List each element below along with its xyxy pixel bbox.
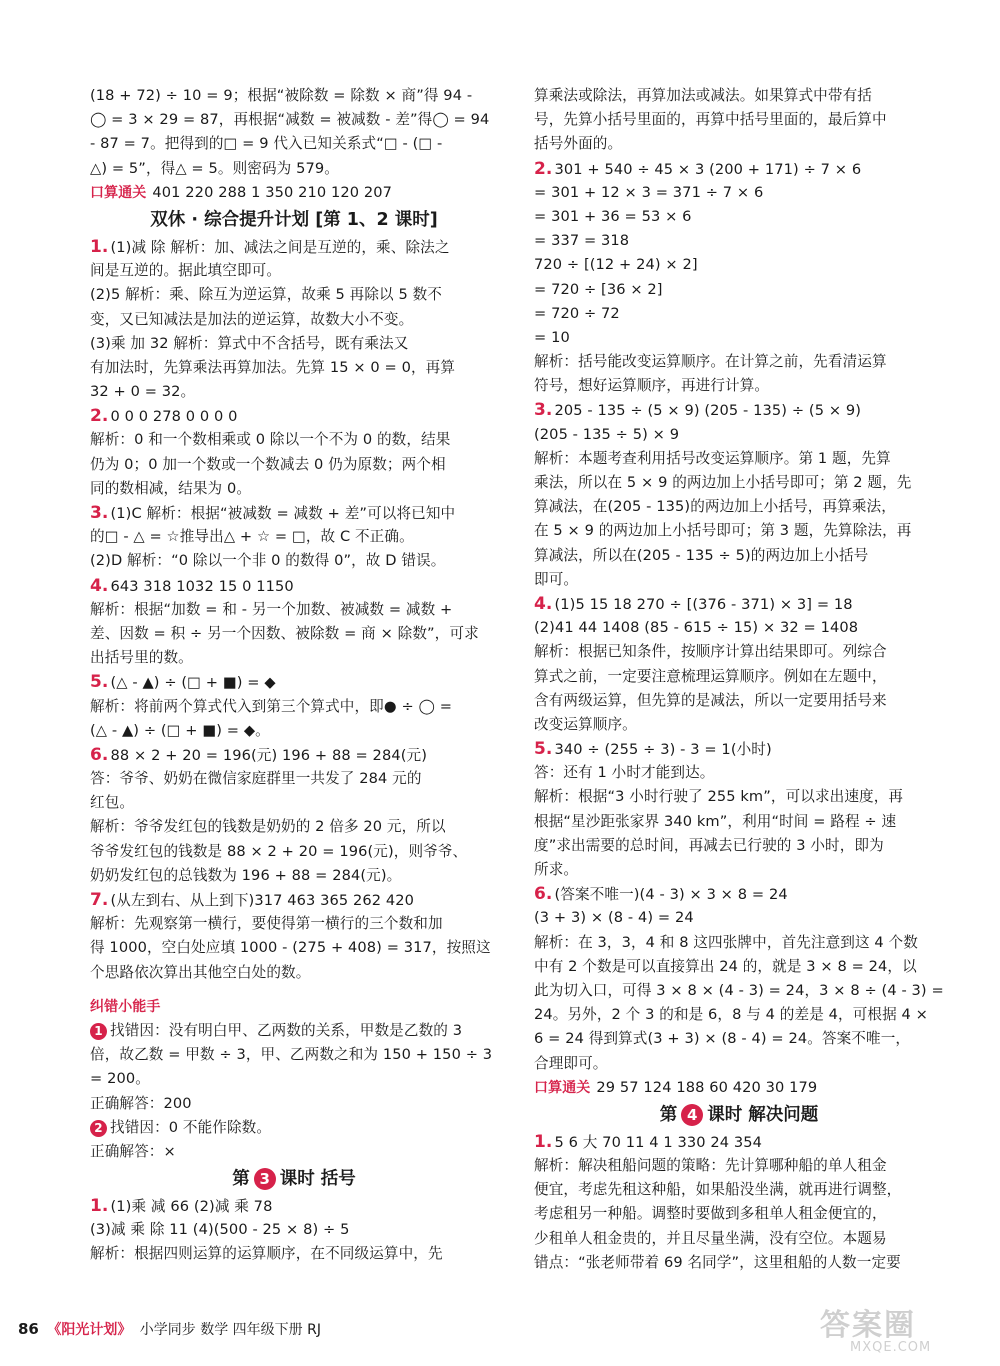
r-q6-line bbox=[534, 931, 944, 955]
r-q4-line bbox=[534, 713, 944, 737]
r-q5-line bbox=[534, 810, 944, 834]
right-intro-line bbox=[534, 108, 944, 132]
q3-line bbox=[90, 501, 498, 525]
r-q5-line bbox=[534, 834, 944, 858]
fix2-line-text: 找错因：0 不能作除数。 bbox=[110, 1118, 272, 1136]
r-q2-line bbox=[534, 229, 944, 253]
question-number: 3. bbox=[534, 400, 553, 421]
fix2-line-text: 正确解答：× bbox=[90, 1142, 176, 1160]
r-q3-line bbox=[534, 568, 944, 592]
q6-line bbox=[90, 767, 498, 791]
l4q1-line-text: 便宜，考虑先租这种船，如果船没坐满，就再进行调整， bbox=[534, 1181, 902, 1199]
q1-line bbox=[90, 380, 498, 404]
q3-line-text: (1)C 解析：根据“被减数 = 减数 + 差”可以将已知中 bbox=[110, 505, 456, 522]
q2-line-text: 仍为 0；0 加一个数或一个数减去 0 仍为原数；两个相 bbox=[90, 455, 446, 473]
fix-title-text: 纠错小能手 bbox=[90, 998, 161, 1015]
q7-line bbox=[90, 912, 498, 936]
r-q2-line bbox=[534, 350, 944, 374]
right-intro-line-text: 括号外面的。 bbox=[534, 135, 623, 153]
r-q5-line bbox=[534, 737, 944, 761]
l4q1-line-text: 考虑租另一种船。调整时要做到多租单人租金便宜的， bbox=[534, 1205, 887, 1223]
q4-line-text: 差、因数 = 积 ÷ 另一个因数、被除数 = 商 × 除数”，可求 bbox=[90, 624, 479, 642]
q3-line-text: 的□ - △ = ☆推导出△ + ☆ = □，故 C 不正确。 bbox=[90, 528, 414, 546]
r-q2-line bbox=[534, 302, 944, 326]
heading-suffix: 课时 括号 bbox=[279, 1169, 356, 1190]
question-number: 5. bbox=[90, 672, 109, 693]
r-q5-line-text: 度”求出需要的总时间，再减去已行驶的 3 小时，即为 bbox=[534, 836, 884, 854]
q1-line bbox=[90, 259, 498, 283]
question-number: 1. bbox=[534, 1131, 553, 1152]
r-q2-line-text: 720 ÷ [(12 + 24) × 2] bbox=[534, 256, 698, 274]
q6-line-text: 爷爷发红包的钱数是 88 × 2 + 20 = 196(元)，则爷爷、 bbox=[90, 842, 468, 860]
r-q6-line bbox=[534, 955, 944, 979]
r-q4-line-text: 含有两级运算，但先算的是减法，所以一定要用括号来 bbox=[534, 691, 887, 709]
q5-line bbox=[90, 719, 498, 743]
q6-line-text: 答：爷爷、奶奶在微信家庭群里一共发了 284 元的 bbox=[90, 770, 422, 788]
intro-line bbox=[90, 132, 498, 156]
question-number: 6. bbox=[90, 744, 109, 765]
r-q5-line-text: 340 ÷ (255 ÷ 3) - 3 = 1(小时) bbox=[554, 741, 772, 759]
question-number: 1. bbox=[90, 1196, 109, 1217]
r-q4-line bbox=[534, 689, 944, 713]
r-q2-line-text: 符号，想好运算顺序，再进行计算。 bbox=[534, 377, 770, 395]
l4q1-line bbox=[534, 1154, 944, 1178]
q7-line-text: 得 1000，空白处应填 1000 - (275 + 408) = 317，按照这 bbox=[90, 939, 491, 957]
r-q5-line-text: 根据“星沙距张家界 340 km”，利用“时间 = 路程 ÷ 速 bbox=[534, 812, 897, 830]
r-q2-line bbox=[534, 205, 944, 229]
q1-line-text: (3)乘 加 32 解析：算式中不含括号，既有乘法又 bbox=[90, 334, 409, 352]
q1-line-text: 变，又已知减法是加法的逆运算，故数大小不变。 bbox=[90, 310, 414, 328]
q1-line-text: 有加法时，先算乘法再算加法。先算 15 × 0 = 0，再算 bbox=[90, 358, 456, 376]
q6-line bbox=[90, 743, 498, 767]
r-q6-line-text: 合理即可。 bbox=[534, 1054, 608, 1072]
q6-line bbox=[90, 791, 498, 815]
q6-line-text: 红包。 bbox=[90, 794, 135, 812]
r-q3-line-text: 算减法，所以在(205 - 135 ÷ 5)的两边加上小括号 bbox=[534, 546, 869, 564]
q1-line bbox=[90, 308, 498, 332]
watermark-top: 答案圈 bbox=[820, 1308, 916, 1343]
r-q3-line bbox=[534, 471, 944, 495]
r-q3-line bbox=[534, 423, 944, 447]
q2-line-text: 0 0 0 278 0 0 0 0 bbox=[110, 408, 238, 426]
r-q6-line-text: 6 = 24 得到算式(3 + 3) × (8 - 4) = 24。答案不唯一， bbox=[534, 1030, 911, 1048]
r-q2-line bbox=[534, 181, 944, 205]
l3q1-line-text: (3)减 乘 除 11 (4)(500 - 25 × 8) ÷ 5 bbox=[90, 1221, 350, 1239]
intro-line bbox=[90, 84, 498, 108]
q5-line bbox=[90, 695, 498, 719]
section-title: 双休 · 综合提升计划 [第 1、2 课时] bbox=[150, 209, 438, 230]
r-q4-line-text: (1)5 15 18 270 ÷ [(376 - 371) × 3] = 18 bbox=[554, 595, 853, 613]
intro-line-text: (18 + 72) ÷ 10 = 9；根据“被除数 = 除数 × 商”得 94 - bbox=[90, 87, 473, 104]
r-q5-line-text: 答：还有 1 小时才能到达。 bbox=[534, 764, 715, 782]
r-q6-line-text: 此为切入口，可得 3 × 8 × (4 - 3) = 24，3 × 8 ÷ (4 - 3) = bbox=[534, 981, 944, 999]
oral-values: 401 220 288 1 350 210 120 207 bbox=[152, 183, 393, 201]
q6-line-text: 奶奶发红包的总钱数为 196 + 88 = 284(元)。 bbox=[90, 866, 402, 884]
q3-line bbox=[90, 549, 498, 573]
l3q1-line bbox=[90, 1218, 498, 1242]
q5-line-text: 解析：将前两个算式代入到第三个算式中，即● ÷ ◯ = bbox=[90, 697, 453, 715]
q5-line-text: (△ - ▲) ÷ (□ + ■) = ◆。 bbox=[90, 721, 270, 739]
q2-line bbox=[90, 404, 498, 428]
r-q6-line-text: (答案不唯一)(4 - 3) × 3 × 8 = 24 bbox=[554, 886, 788, 904]
r-q3-line bbox=[534, 447, 944, 471]
q2-line-text: 同的数相减，结果为 0。 bbox=[90, 479, 252, 497]
lesson-number-badge: 4 bbox=[681, 1104, 703, 1126]
q4-line-text: 643 318 1032 15 0 1150 bbox=[110, 577, 294, 595]
q1-line bbox=[90, 332, 498, 356]
r-q2-line-text: = 720 ÷ 72 bbox=[534, 304, 620, 322]
l4q1-line bbox=[534, 1202, 944, 1226]
r-q2-line bbox=[534, 374, 944, 398]
r-q3-line-text: 205 - 135 ÷ (5 × 9) (205 - 135) ÷ (5 × 9) bbox=[554, 402, 862, 420]
q2-line-text: 解析：0 和一个数相乘或 0 除以一个不为 0 的数，结果 bbox=[90, 431, 451, 449]
q3-line bbox=[90, 525, 498, 549]
q2-line bbox=[90, 428, 498, 452]
r-q3-line-text: (205 - 135 ÷ 5) × 9 bbox=[534, 425, 680, 443]
lesson4-heading bbox=[534, 1100, 944, 1130]
intro-line-text: ◯ = 3 × 29 = 87，再根据“减数 = 被减数 - 差”得◯ = 94 bbox=[90, 111, 490, 129]
r-q6-line bbox=[534, 1003, 944, 1027]
oral-label: 口算通关 bbox=[534, 1079, 591, 1096]
watermark-bottom: MXQE.COM bbox=[850, 1340, 932, 1355]
l4q1-line-text: 解析：解决租船问题的策略：先计算哪种船的单人租金 bbox=[534, 1157, 887, 1175]
r-q2-line-text: 301 + 540 ÷ 45 × 3 (200 + 171) ÷ 7 × 6 bbox=[554, 160, 862, 178]
r-q3-line-text: 算减法，在(205 - 135)的两边加上小括号，再算乘法， bbox=[534, 498, 896, 516]
q7-line bbox=[90, 936, 498, 960]
r-q6-line-text: 24。另外，2 个 3 的和是 6，8 与 4 的差是 4，可根据 4 × bbox=[534, 1006, 928, 1024]
fix1-line-text: 倍，故乙数 = 甲数 ÷ 3，甲、乙两数之和为 150 + 150 ÷ 3 bbox=[90, 1046, 493, 1064]
fix1-line bbox=[90, 1019, 498, 1043]
q6-line-text: 88 × 2 + 20 = 196(元) 196 + 88 = 284(元) bbox=[110, 746, 427, 764]
fix1-line-text: 找错因：没有明白甲、乙两数的关系，甲数是乙数的 3 bbox=[110, 1021, 463, 1039]
r-q4-line bbox=[534, 665, 944, 689]
r-q3-line bbox=[534, 519, 944, 543]
fix2-line bbox=[90, 1116, 498, 1140]
r-q6-line-text: 中有 2 个数是可以直接算出 24 的，就是 3 × 8 = 24，以 bbox=[534, 957, 917, 975]
q2-line bbox=[90, 477, 498, 501]
fix1-line bbox=[90, 1067, 498, 1091]
heading-prefix: 第 bbox=[659, 1104, 678, 1125]
question-number: 5. bbox=[534, 739, 553, 760]
r-q2-line-text: = 10 bbox=[534, 328, 570, 346]
brand-name: 《阳光计划》 bbox=[47, 1322, 132, 1338]
question-number: 3. bbox=[90, 503, 109, 523]
page-footer bbox=[18, 1319, 321, 1339]
page-number: 86 bbox=[18, 1320, 39, 1338]
r-q5-line bbox=[534, 785, 944, 809]
l3q1-line-text: 解析：根据四则运算的运算顺序，在不同级运算中，先 bbox=[90, 1245, 443, 1263]
r-q6-line bbox=[534, 1027, 944, 1051]
right-column bbox=[534, 84, 944, 1275]
right-intro-line bbox=[534, 132, 944, 156]
intro-line-text: - 87 = 7。把得到的□ = 9 代入已知关系式“□ - (□ - bbox=[90, 135, 443, 153]
r-q2-line bbox=[534, 253, 944, 277]
r-q2-line bbox=[534, 326, 944, 350]
q1-line-text: (2)5 解析：乘、除互为逆运算，故乘 5 再除以 5 数不 bbox=[90, 286, 443, 304]
q7-line bbox=[90, 888, 498, 912]
l3q1-line bbox=[90, 1242, 498, 1266]
q6-line bbox=[90, 815, 498, 839]
q6-line bbox=[90, 864, 498, 888]
r-q2-line-text: = 301 + 36 = 53 × 6 bbox=[534, 207, 692, 225]
q1-line-text: 间是互逆的。据此填空即可。 bbox=[90, 262, 282, 280]
q6-line bbox=[90, 840, 498, 864]
book-title: 小学同步 数学 四年级下册 RJ bbox=[139, 1322, 321, 1338]
r-q2-line bbox=[534, 278, 944, 302]
fix-title bbox=[90, 995, 498, 1019]
left-column bbox=[90, 84, 498, 1267]
r-q3-line bbox=[534, 398, 944, 422]
r-q3-line bbox=[534, 495, 944, 519]
r-q3-line bbox=[534, 544, 944, 568]
question-number: 6. bbox=[534, 884, 553, 905]
question-number: 2. bbox=[90, 406, 109, 427]
watermark-logo bbox=[820, 1300, 990, 1362]
r-q2-line-text: 解析：括号能改变运算顺序。在计算之前，先看清运算 bbox=[534, 353, 887, 371]
intro-line bbox=[90, 157, 498, 181]
r-q4-line bbox=[534, 616, 944, 640]
intro-line-text: △) = 5”，得△ = 5。则密码为 579。 bbox=[90, 159, 339, 177]
r-q6-line-text: 解析：在 3，3，4 和 8 这四张牌中，首先注意到这 4 个数 bbox=[534, 933, 918, 951]
q1-line-text: 32 + 0 = 32。 bbox=[90, 383, 196, 401]
right-intro-line bbox=[534, 84, 944, 108]
r-q4-line-text: 改变运算顺序。 bbox=[534, 715, 637, 733]
q7-line-text: (从左到右、从上到下)317 463 365 262 420 bbox=[110, 892, 415, 909]
r-q2-line-text: = 337 = 318 bbox=[534, 232, 630, 250]
heading-suffix: 课时 解决问题 bbox=[707, 1104, 819, 1125]
question-number: 2. bbox=[534, 158, 553, 179]
question-number: 4. bbox=[90, 575, 109, 596]
r-q2-line-text: = 301 + 12 × 3 = 371 ÷ 7 × 6 bbox=[534, 183, 764, 201]
fix1-line-text: = 200。 bbox=[90, 1070, 150, 1088]
fix2-line bbox=[90, 1140, 498, 1164]
q3-line-text: (2)D 解析：“0 除以一个非 0 的数得 0”，故 D 错误。 bbox=[90, 552, 446, 570]
q6-line-text: 解析：爷爷发红包的钱数是奶奶的 2 倍多 20 元，所以 bbox=[90, 818, 446, 836]
r-q6-line bbox=[534, 979, 944, 1003]
q5-line-text: (△ - ▲) ÷ (□ + ■) = ◆ bbox=[110, 674, 276, 692]
q4-line-text: 解析：根据“加数 = 和 - 另一个加数、被减数 = 减数 + bbox=[90, 600, 453, 618]
r-q4-line bbox=[534, 640, 944, 664]
oral-label: 口算通关 bbox=[90, 184, 147, 201]
oral-practice-right bbox=[534, 1076, 944, 1100]
right-intro-line-text: 号，先算小括号里面的，再算中括号里面的，最后算中 bbox=[534, 111, 887, 129]
r-q2-line bbox=[534, 157, 944, 181]
q7-line bbox=[90, 961, 498, 985]
q4-line bbox=[90, 574, 498, 598]
q4-line bbox=[90, 622, 498, 646]
q7-line-text: 解析：先观察第一横行，要使得第一横行的三个数和加 bbox=[90, 915, 443, 933]
r-q2-line-text: = 720 ÷ [36 × 2] bbox=[534, 280, 663, 298]
l4q1-line bbox=[534, 1130, 944, 1154]
q4-line bbox=[90, 646, 498, 670]
r-q4-line-text: 算式之前，一定要注意梳理运算顺序。例如在左题中， bbox=[534, 667, 887, 685]
r-q6-line bbox=[534, 906, 944, 930]
r-q3-line-text: 解析：本题考查利用括号改变运算顺序。第 1 题，先算 bbox=[534, 449, 891, 467]
l4q1-line bbox=[534, 1227, 944, 1251]
r-q5-line-text: 解析：根据“3 小时行驶了 255 km”，可以求出速度，再 bbox=[534, 788, 904, 806]
q1-line bbox=[90, 235, 498, 259]
q1-line bbox=[90, 356, 498, 380]
q1-line bbox=[90, 283, 498, 307]
right-intro-line-text: 算乘法或除法，再算加法或减法。如果算式中带有括 bbox=[534, 87, 872, 104]
l4q1-line bbox=[534, 1178, 944, 1202]
r-q5-line bbox=[534, 761, 944, 785]
r-q4-line bbox=[534, 592, 944, 616]
r-q4-line-text: 解析：根据已知条件，按顺序计算出结果即可。列综合 bbox=[534, 643, 887, 661]
q4-line-text: 出括号里的数。 bbox=[90, 649, 193, 667]
fix-number-badge: 2 bbox=[90, 1120, 107, 1137]
r-q6-line-text: (3 + 3) × (8 - 4) = 24 bbox=[534, 909, 694, 927]
q7-line-text: 个思路依次算出其他空白处的数。 bbox=[90, 963, 311, 981]
question-number: 1. bbox=[90, 236, 109, 257]
question-number: 4. bbox=[534, 593, 553, 614]
l4q1-line-text: 5 6 大 70 11 4 1 330 24 354 bbox=[554, 1133, 763, 1151]
r-q4-line-text: (2)41 44 1408 (85 - 615 ÷ 15) × 32 = 1408 bbox=[534, 619, 859, 637]
oral-values: 29 57 124 188 60 420 30 179 bbox=[596, 1078, 818, 1096]
fix1-line bbox=[90, 1043, 498, 1067]
r-q3-line-text: 即可。 bbox=[534, 570, 579, 588]
q2-line bbox=[90, 453, 498, 477]
intro-line bbox=[90, 108, 498, 132]
fix1-line-text: 正确解答：200 bbox=[90, 1094, 192, 1112]
l4q1-line-text: 少租单人租金贵的，并且尽量坐满，没有空位。本题易 bbox=[534, 1229, 887, 1247]
fix1-line bbox=[90, 1092, 498, 1116]
r-q5-line-text: 所求。 bbox=[534, 861, 579, 878]
l4q1-line bbox=[534, 1251, 944, 1275]
l3q1-line bbox=[90, 1194, 498, 1218]
q4-line bbox=[90, 598, 498, 622]
question-number: 7. bbox=[90, 890, 109, 910]
q1-line-text: (1)减 除 解析：加、减法之间是互逆的，乘、除法之 bbox=[110, 238, 450, 256]
lesson-number-badge: 3 bbox=[254, 1168, 276, 1190]
r-q5-line bbox=[534, 858, 944, 882]
fix-number-badge: 1 bbox=[90, 1023, 107, 1040]
r-q6-line bbox=[534, 1052, 944, 1076]
l4q1-line-text: 错点：“张老师带着 69 名同学”，这里租船的人数一定要 bbox=[534, 1253, 901, 1271]
q5-line bbox=[90, 670, 498, 694]
r-q3-line-text: 乘法，所以在 5 × 9 的两边加上小括号即可；第 2 题，先 bbox=[534, 474, 912, 491]
r-q6-line bbox=[534, 882, 944, 906]
oral-practice-left bbox=[90, 181, 498, 205]
lesson3-heading bbox=[90, 1164, 498, 1194]
r-q3-line-text: 在 5 × 9 的两边加上小括号即可；第 3 题，先算除法，再 bbox=[534, 522, 912, 540]
l3q1-line-text: (1)乘 减 66 (2)减 乘 78 bbox=[110, 1198, 273, 1216]
heading-prefix: 第 bbox=[232, 1169, 250, 1190]
